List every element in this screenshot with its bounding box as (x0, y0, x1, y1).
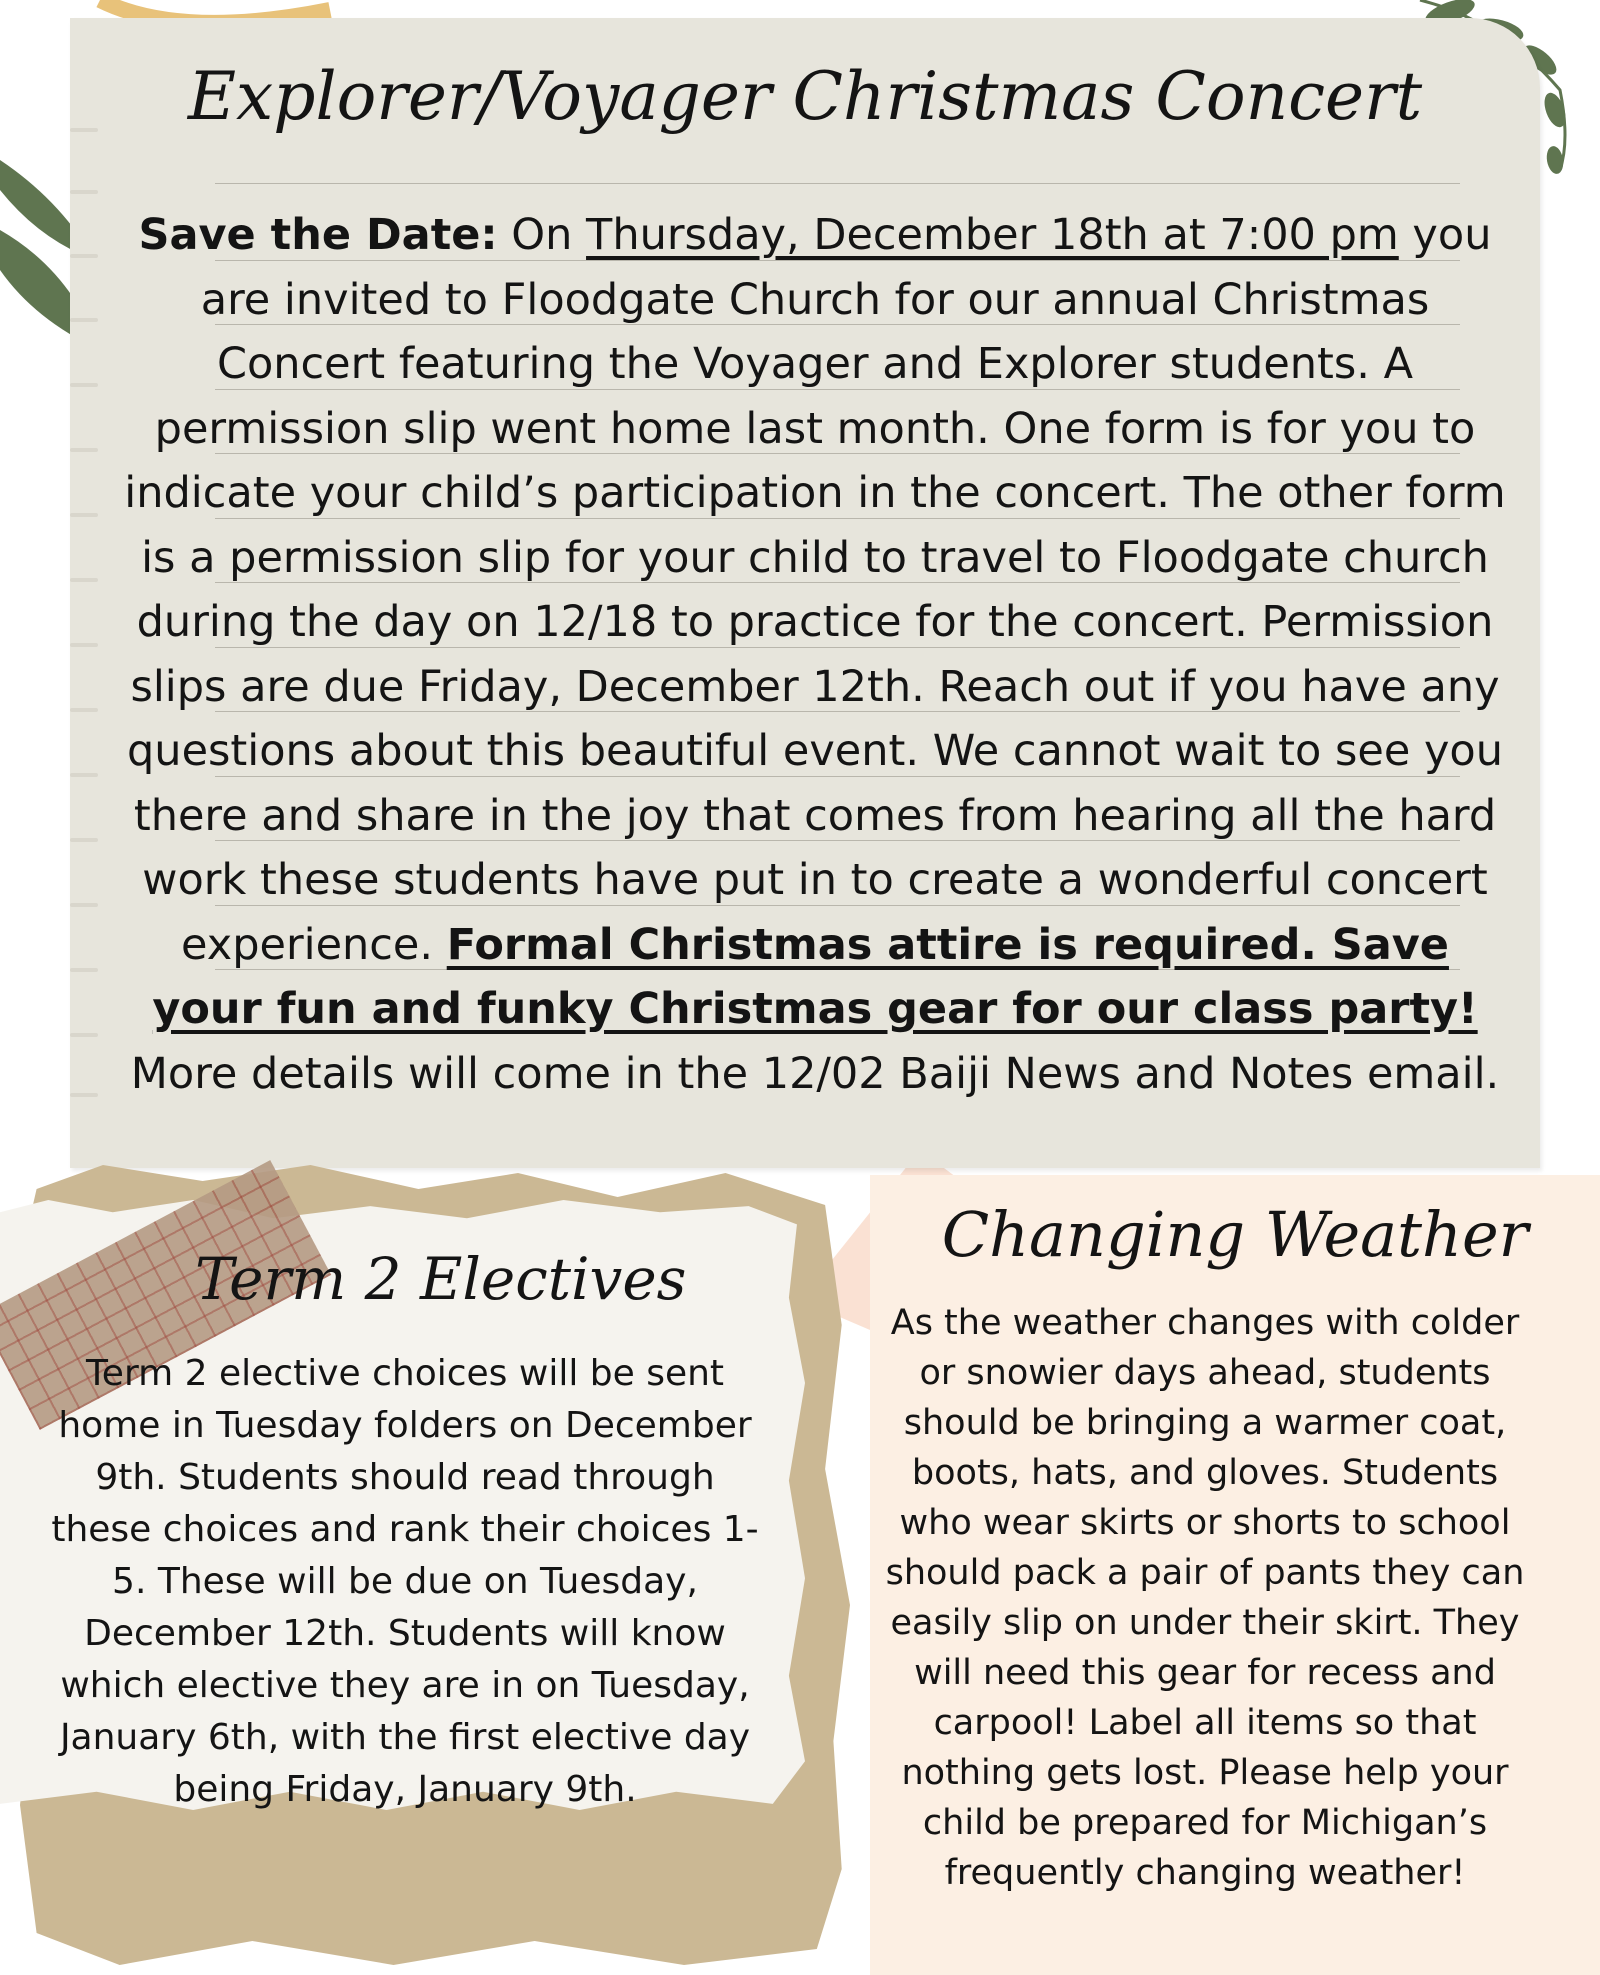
notepad-tab-mark (70, 578, 98, 582)
notepad-tab-mark (70, 708, 98, 712)
concert-title: Explorer/Voyager Christmas Concert (187, 58, 1423, 135)
notepad-tab-mark (70, 643, 98, 647)
weather-title: Changing Weather (941, 1198, 1529, 1271)
electives-body: Term 2 elective choices will be sent home in Tuesday folders on December 9th. Students should read through these choices and rank their choices 1-5. These will be due on Tuesday, December 12th. Students will know which elective they are in on Tuesday, January 6th, with the first elective day being Friday, January 9th. (51, 1353, 759, 1810)
notepad-tab-mark (70, 190, 98, 194)
save-the-date-label: Save the Date: (138, 210, 498, 260)
notepad-tab-mark (70, 903, 98, 907)
notepad-tab-mark (70, 383, 98, 387)
attire-notice: Formal Christmas attire is required. Save your fun and funky Christmas gear for our class party! (152, 919, 1478, 1034)
notepad-tab-mark (70, 968, 98, 972)
concert-closing-text: More details will come in the 12/02 Baiji News and Notes email. (130, 1048, 1500, 1099)
notepad-tab-mark (70, 1033, 98, 1037)
concert-body (120, 203, 1510, 1106)
notepad-tab-mark (70, 773, 98, 777)
ruled-line (215, 183, 1460, 184)
electives-title: Term 2 Electives (195, 1245, 687, 1313)
notepad-tab-mark (70, 448, 98, 452)
notepad-tab-mark (70, 254, 98, 258)
concert-intro-text: On (497, 210, 587, 260)
notepad-tab-mark (70, 1093, 98, 1097)
weather-body: As the weather changes with colder or snowier days ahead, students should be bringing a warmer coat, boots, hats, and gloves. Students who wear skirts or shorts to school should pack a pair of pants they can easily slip on under their skirt. They will need this gear for recess and carpool! Label all items so that nothing gets lost. Please help your child be prepared for Michigan’s frequently changing weather! (885, 1303, 1525, 1893)
notepad-tab-mark (70, 838, 98, 842)
notepad-tab-mark (70, 318, 98, 322)
concert-notepaper (70, 18, 1540, 1168)
concert-date-time: Thursday, December 18th at 7:00 pm (586, 210, 1399, 260)
concert-body-text: you are invited to Floodgate Church for our annual Christmas Concert featuring the Voyager and Explorer students. A permission slip went home last month. One form is for you to indicate your child’s participation in the concert. The other form is a permission slip for your child to travel to Floodgate church during the day on 12/18 to practice for the concert. Permission slips are due Friday, December 12th. Reach out if you have any questions about this beautiful event. We cannot wait to see you there and share in the joy that comes from hearing all the hard work these students have put in to create a wonderful concert experience. (124, 210, 1506, 970)
notepad-tab-mark (70, 513, 98, 517)
